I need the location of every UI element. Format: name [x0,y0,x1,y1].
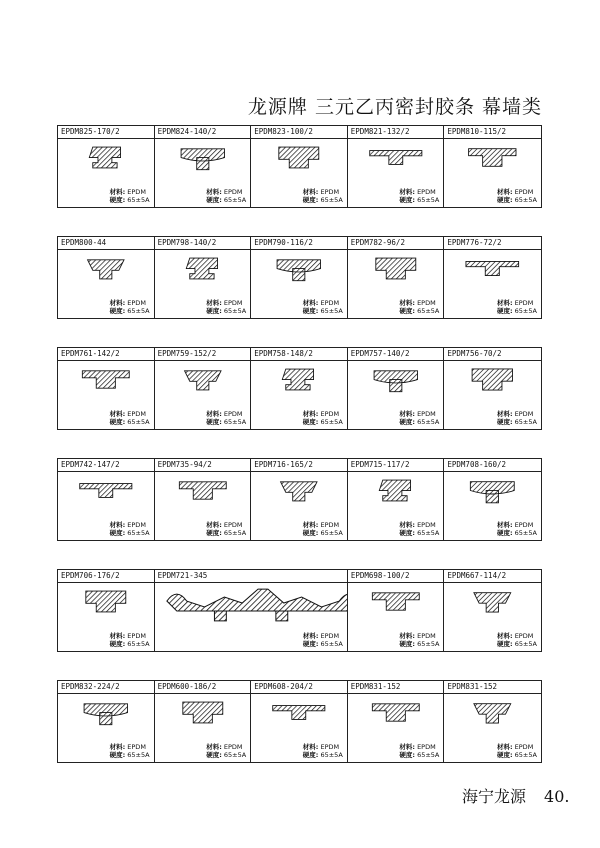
material-value: EPDM [223,410,243,418]
hardness-label: 硬度: [109,529,126,537]
material-value: EPDM [417,188,436,196]
profile-cell [348,126,445,207]
profile-section-drawing [58,139,154,183]
profile-spec [497,299,537,315]
hardness-value: 65±5A [223,529,247,537]
material-value: EPDM [514,299,534,307]
profile-cell [348,570,445,651]
material-label: 材料: [109,632,126,640]
profile-code: EPDM608-204/2 [251,681,347,694]
profile-spec [110,632,150,648]
profile-code: EPDM831-152 [444,681,541,694]
profile-spec [399,632,439,648]
profile-code: EPDM832-224/2 [58,681,154,694]
profile-cell [251,459,348,540]
profile-code: EPDM756-70/2 [444,348,541,361]
hardness-label: 硬度: [497,640,513,648]
profile-code: EPDM716-165/2 [251,459,347,472]
hardness-label: 硬度: [496,529,513,537]
profile-section-drawing [444,361,541,405]
catalog-row [57,680,542,763]
profile-section-drawing [348,583,444,627]
material-label: 材料: [109,410,126,418]
hardness-label: 硬度: [399,751,415,759]
profile-spec [206,521,246,537]
page-number: 40. [544,787,570,806]
material-label: 材料: [496,521,513,529]
material-value: EPDM [514,743,534,751]
profile-spec [303,743,343,759]
hardness-label: 硬度: [496,307,513,315]
profile-section-drawing [155,361,251,405]
material-label: 材料: [206,521,222,529]
profile-cell [58,237,155,318]
hardness-value: 65±5A [514,307,537,315]
profile-spec [303,188,343,204]
material-label: 材料: [496,410,513,418]
hardness-label: 硬度: [302,751,319,759]
profile-cell [58,681,155,762]
profile-spec [206,188,246,204]
hardness-value: 65±5A [223,307,247,315]
hardness-label: 硬度: [206,196,222,204]
profile-section-drawing [58,472,154,516]
profile-section-drawing [348,250,444,294]
profile-spec [110,743,150,759]
profile-section-drawing [251,361,347,405]
profile-code: EPDM758-148/2 [251,348,347,361]
hardness-value: 65±5A [127,751,150,759]
profile-spec [399,410,439,426]
hardness-value: 65±5A [223,418,247,426]
profile-cell [58,348,155,429]
profile-code: EPDM823-100/2 [251,126,347,139]
material-label: 材料: [109,299,126,307]
material-value: EPDM [223,743,243,751]
profile-code: EPDM776-72/2 [444,237,541,250]
material-value: EPDM [127,188,146,196]
profile-code: EPDM798-140/2 [155,237,251,250]
hardness-value: 65±5A [514,529,537,537]
profile-spec [497,632,537,648]
profile-cell [155,681,252,762]
hardness-label: 硬度: [399,640,416,648]
profile-cell [155,348,252,429]
material-label: 材料: [109,521,126,529]
profile-cell [348,681,445,762]
hardness-label: 硬度: [496,751,513,759]
material-label: 材料: [302,188,319,196]
material-value: EPDM [127,410,146,418]
profile-code: EPDM761-142/2 [58,348,154,361]
material-value: EPDM [417,299,436,307]
profile-spec [399,743,439,759]
hardness-value: 65±5A [320,418,343,426]
profile-cell [348,237,445,318]
material-label: 材料: [399,743,415,751]
profile-cell [155,126,252,207]
profile-code: EPDM706-176/2 [58,570,154,583]
profile-section-drawing [348,139,444,183]
hardness-label: 硬度: [302,196,319,204]
material-value: EPDM [514,410,534,418]
material-value: EPDM [417,632,436,640]
material-label: 材料: [497,632,513,640]
profile-spec [497,188,537,204]
hardness-label: 硬度: [302,307,319,315]
profile-section-drawing [58,694,154,738]
material-label: 材料: [109,188,126,196]
hardness-value: 65±5A [514,418,537,426]
hardness-label: 硬度: [302,640,319,648]
material-label: 材料: [302,632,319,640]
profile-code: EPDM759-152/2 [155,348,251,361]
profile-cell [251,237,348,318]
hardness-value: 65±5A [417,307,440,315]
material-label: 材料: [302,410,319,418]
material-label: 材料: [206,743,222,751]
material-label: 材料: [399,299,415,307]
profile-section-drawing [444,250,541,294]
profile-spec [110,299,150,315]
profile-code: EPDM800-44 [58,237,154,250]
profile-spec [206,299,246,315]
hardness-value: 65±5A [417,418,440,426]
profile-spec [110,521,150,537]
material-value: EPDM [514,521,534,529]
profile-section-drawing [348,472,444,516]
profile-code: EPDM757-140/2 [348,348,444,361]
hardness-label: 硬度: [399,196,415,204]
hardness-label: 硬度: [109,640,126,648]
hardness-value: 65±5A [127,640,150,648]
profile-spec [399,299,439,315]
hardness-label: 硬度: [206,307,222,315]
profile-section-drawing [251,694,347,738]
footer-brand: 海宁龙源 [462,787,527,806]
profile-cell [155,237,252,318]
profile-code: EPDM821-132/2 [348,126,444,139]
catalog-row [57,125,542,208]
material-value: EPDM [127,743,146,751]
hardness-label: 硬度: [399,307,415,315]
material-label: 材料: [496,743,513,751]
profile-code: EPDM790-116/2 [251,237,347,250]
material-label: 材料: [109,743,126,751]
profile-spec [303,632,343,648]
hardness-label: 硬度: [302,529,319,537]
profile-spec [399,521,439,537]
material-label: 材料: [206,188,222,196]
profile-code: EPDM824-140/2 [155,126,251,139]
profile-section-drawing [58,250,154,294]
material-value: EPDM [223,299,243,307]
material-value: EPDM [320,743,340,751]
material-label: 材料: [302,299,319,307]
material-value: EPDM [223,521,243,529]
profile-spec [110,188,150,204]
profile-code: EPDM698-100/2 [348,570,444,583]
profile-spec [303,410,343,426]
catalog-row [57,458,542,541]
profile-cell [155,459,252,540]
hardness-value: 65±5A [417,751,440,759]
profile-cell [348,348,445,429]
hardness-label: 硬度: [302,418,319,426]
hardness-value: 65±5A [223,751,247,759]
profile-cell [444,126,541,207]
profile-cell [444,681,541,762]
profile-code: EPDM742-147/2 [58,459,154,472]
profile-cell [155,570,348,651]
profile-cell [58,459,155,540]
profile-section-drawing [58,583,154,627]
hardness-label: 硬度: [206,529,222,537]
profile-section-drawing [155,472,251,516]
material-value: EPDM [417,521,436,529]
profile-section-drawing [444,694,541,738]
material-value: EPDM [417,410,436,418]
profile-code: EPDM721-345 [155,570,347,583]
hardness-label: 硬度: [496,196,513,204]
profile-code: EPDM715-117/2 [348,459,444,472]
catalog-row [57,347,542,430]
hardness-value: 65±5A [223,196,247,204]
hardness-value: 65±5A [320,307,343,315]
profile-cell [58,126,155,207]
material-label: 材料: [302,521,319,529]
profile-section-drawing [251,139,347,183]
hardness-value: 65±5A [127,418,150,426]
hardness-value: 65±5A [417,640,440,648]
profile-code: EPDM600-186/2 [155,681,251,694]
material-label: 材料: [399,521,415,529]
hardness-label: 硬度: [399,418,415,426]
catalog-row [57,236,542,319]
material-label: 材料: [399,410,415,418]
profile-spec [303,521,343,537]
profile-section-drawing [444,139,541,183]
hardness-value: 65±5A [127,196,150,204]
hardness-value: 65±5A [320,529,343,537]
profile-code: EPDM735-94/2 [155,459,251,472]
profile-section-drawing [155,139,251,183]
material-value: EPDM [320,410,340,418]
profile-spec [206,410,246,426]
catalog-row [57,569,542,652]
profile-code: EPDM825-170/2 [58,126,154,139]
profile-spec [206,743,246,759]
profile-section-drawing [444,472,541,516]
material-value: EPDM [127,299,146,307]
profile-cell [444,348,541,429]
profile-cell [444,459,541,540]
hardness-label: 硬度: [496,418,513,426]
material-label: 材料: [206,299,222,307]
material-value: EPDM [320,299,340,307]
profile-spec [497,410,537,426]
profile-section-drawing [155,694,251,738]
hardness-value: 65±5A [127,307,150,315]
profile-section-drawing [348,361,444,405]
material-value: EPDM [320,632,340,640]
hardness-value: 65±5A [514,751,537,759]
hardness-value: 65±5A [417,196,440,204]
profile-code: EPDM831-152 [348,681,444,694]
profile-section-drawing [58,361,154,405]
profile-code: EPDM782-96/2 [348,237,444,250]
profile-cell [251,126,348,207]
hardness-value: 65±5A [127,529,150,537]
hardness-label: 硬度: [109,751,126,759]
hardness-label: 硬度: [109,307,126,315]
material-label: 材料: [399,632,416,640]
profile-cell [251,681,348,762]
profile-spec [497,743,537,759]
material-label: 材料: [302,743,319,751]
material-value: EPDM [514,632,534,640]
profile-code: EPDM708-160/2 [444,459,541,472]
material-value: EPDM [417,743,436,751]
material-label: 材料: [399,188,415,196]
profile-cell [444,237,541,318]
profile-cell [58,570,155,651]
footer [462,784,569,807]
profile-section-drawing [444,583,541,627]
material-value: EPDM [223,188,243,196]
profile-section-drawing [155,250,251,294]
material-value: EPDM [127,632,146,640]
profile-section-drawing [348,694,444,738]
material-value: EPDM [514,188,534,196]
hardness-value: 65±5A [320,640,343,648]
hardness-label: 硬度: [399,529,415,537]
material-value: EPDM [320,188,340,196]
hardness-label: 硬度: [206,418,222,426]
profile-code: EPDM810-115/2 [444,126,541,139]
material-label: 材料: [496,188,513,196]
material-value: EPDM [320,521,340,529]
material-value: EPDM [127,521,146,529]
hardness-label: 硬度: [109,196,126,204]
material-label: 材料: [206,410,222,418]
hardness-value: 65±5A [514,640,538,648]
profile-cell [348,459,445,540]
profile-spec [110,410,150,426]
material-label: 材料: [496,299,513,307]
hardness-label: 硬度: [109,418,126,426]
profile-code: EPDM667-114/2 [444,570,541,583]
hardness-value: 65±5A [417,529,440,537]
page-title: 龙源牌 三元乙丙密封胶条 幕墙类 [247,96,542,118]
profile-section-drawing [251,250,347,294]
hardness-value: 65±5A [320,751,343,759]
profile-cell [444,570,541,651]
profile-spec [497,521,537,537]
profile-spec [303,299,343,315]
hardness-value: 65±5A [320,196,343,204]
profile-cell [251,348,348,429]
hardness-value: 65±5A [514,196,537,204]
profile-spec [399,188,439,204]
profile-section-drawing [155,583,347,627]
hardness-label: 硬度: [206,751,222,759]
profile-section-drawing [251,472,347,516]
